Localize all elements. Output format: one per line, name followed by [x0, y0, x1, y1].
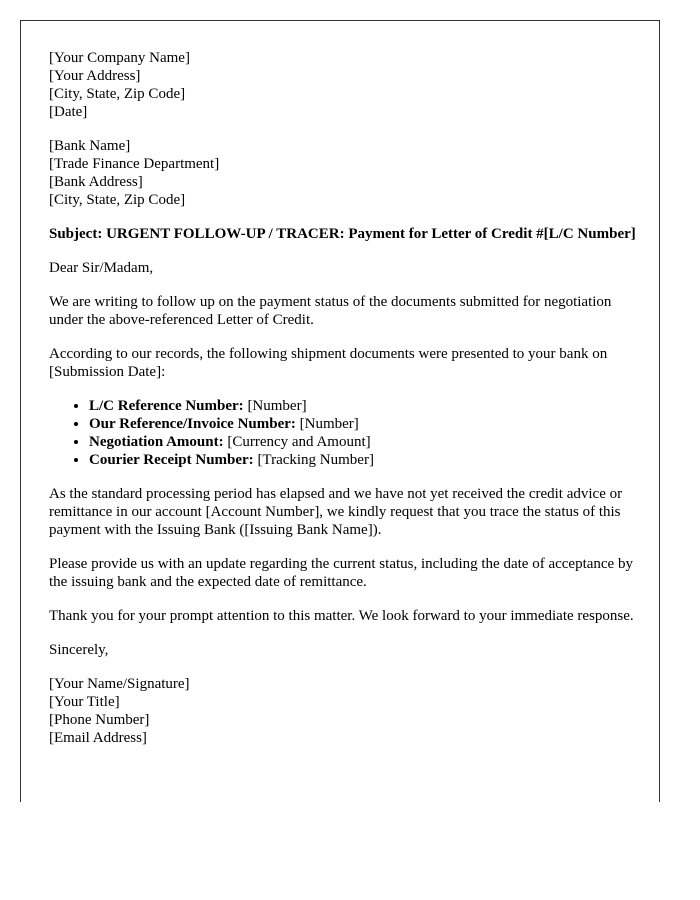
subject-line: Subject: URGENT FOLLOW-UP / TRACER: Payment for Letter of Credit #[L/C Number] — [49, 226, 636, 242]
signature-email: [Email Address] — [49, 730, 147, 746]
signature-name: [Your Name/Signature] — [49, 676, 190, 692]
letter-body — [49, 49, 641, 747]
paragraph-thanks: Thank you for your prompt attention to this matter. We look forward to your immediate response. — [49, 608, 634, 624]
signature-title: [Your Title] — [49, 694, 120, 710]
recipient-bank-name: [Bank Name] — [49, 138, 131, 154]
recipient-city-state-zip: [City, State, Zip Code] — [49, 192, 186, 208]
recipient-address: [Bank Address] — [49, 174, 143, 190]
recipient-block — [49, 137, 641, 209]
sender-address: [Your Address] — [49, 68, 141, 84]
letter-date: [Date] — [49, 104, 88, 120]
signature-phone: [Phone Number] — [49, 712, 150, 728]
list-item — [89, 397, 641, 415]
signature-block — [49, 675, 641, 747]
paragraph-intro: We are writing to follow up on the payment status of the documents submitted for negotiation under the above-referenced Letter of Credit. — [49, 294, 612, 328]
list-item — [89, 433, 641, 451]
recipient-department: [Trade Finance Department] — [49, 156, 220, 172]
sender-block — [49, 49, 641, 121]
detail-value: [Tracking Number] — [253, 452, 374, 468]
detail-value: [Currency and Amount] — [223, 434, 371, 450]
detail-label: Negotiation Amount: — [89, 434, 224, 450]
closing: Sincerely, — [49, 642, 109, 658]
paragraph-records: According to our records, the following shipment documents were presented to your bank on [Submission Date]: — [49, 346, 608, 380]
sender-company: [Your Company Name] — [49, 50, 190, 66]
detail-label: Our Reference/Invoice Number: — [89, 416, 296, 432]
detail-label: Courier Receipt Number: — [89, 452, 254, 468]
list-item — [89, 415, 641, 433]
document-details-list — [49, 397, 641, 469]
paragraph-update: Please provide us with an update regarding the current status, including the date of acceptance by the issuing bank and the expected date of remittance. — [49, 556, 633, 590]
paragraph-elapsed: As the standard processing period has elapsed and we have not yet received the credit advice or remittance in our account [Account Number], we kindly request that you trace the status of this payment with the Issuing Bank ([Issuing Bank Name]). — [49, 486, 623, 538]
detail-value: [Number] — [295, 416, 359, 432]
salutation: Dear Sir/Madam, — [49, 260, 154, 276]
list-item — [89, 451, 641, 469]
detail-value: [Number] — [243, 398, 307, 414]
sender-city-state-zip: [City, State, Zip Code] — [49, 86, 186, 102]
detail-label: L/C Reference Number: — [89, 398, 244, 414]
letter-page — [20, 20, 660, 802]
